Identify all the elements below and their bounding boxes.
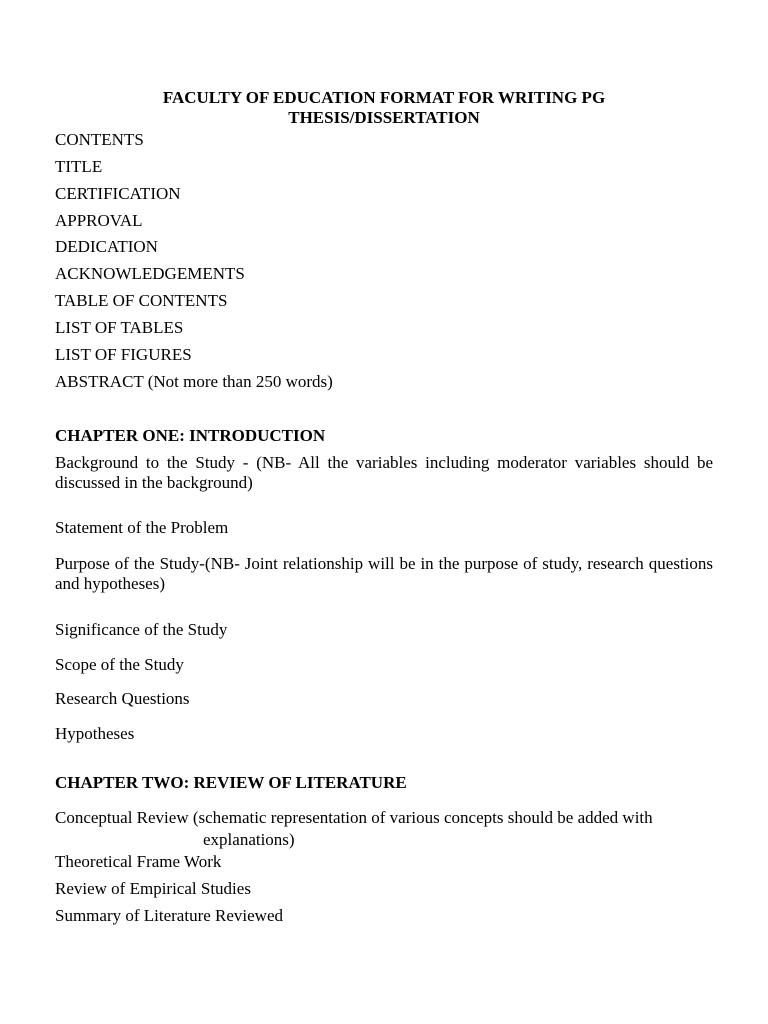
- chapter-one-scope: Scope of the Study: [55, 655, 184, 674]
- front-matter-table-of-contents: TABLE OF CONTENTS: [55, 291, 228, 310]
- chapter-one-research-questions: Research Questions: [55, 689, 190, 708]
- chapter-two-theoretical-framework: Theoretical Frame Work: [55, 852, 222, 871]
- chapter-one-significance: Significance of the Study: [55, 620, 228, 639]
- document-title-line-2: THESIS/DISSERTATION: [288, 108, 480, 127]
- front-matter-dedication: DEDICATION: [55, 237, 158, 256]
- chapter-one-background: Background to the Study - (NB- All the variables including moderator variables should be discussed in the background): [55, 453, 713, 492]
- front-matter-acknowledgements: ACKNOWLEDGEMENTS: [55, 264, 245, 283]
- chapter-two-conceptual-review-continued: explanations): [203, 830, 295, 849]
- front-matter-contents: CONTENTS: [55, 130, 144, 149]
- chapter-one-heading: CHAPTER ONE: INTRODUCTION: [55, 426, 326, 445]
- chapter-two-heading: CHAPTER TWO: REVIEW OF LITERATURE: [55, 773, 407, 792]
- chapter-one-purpose: Purpose of the Study-(NB- Joint relationship will be in the purpose of study, research questions and hypotheses): [55, 554, 713, 593]
- chapter-one-statement: Statement of the Problem: [55, 518, 229, 537]
- document-title-line-1: FACULTY OF EDUCATION FORMAT FOR WRITING PG: [162, 88, 606, 107]
- chapter-two-empirical-studies: Review of Empirical Studies: [55, 879, 251, 898]
- chapter-one-hypotheses: Hypotheses: [55, 724, 135, 743]
- front-matter-list-of-figures: LIST OF FIGURES: [55, 345, 192, 364]
- front-matter-abstract: ABSTRACT (Not more than 250 words): [55, 372, 333, 391]
- front-matter-approval: APPROVAL: [55, 211, 143, 230]
- chapter-two-summary: Summary of Literature Reviewed: [55, 906, 284, 925]
- front-matter-title: TITLE: [55, 157, 103, 176]
- front-matter-list-of-tables: LIST OF TABLES: [55, 318, 184, 337]
- front-matter-certification: CERTIFICATION: [55, 184, 181, 203]
- chapter-two-conceptual-review: Conceptual Review (schematic representation of various concepts should be added with: [55, 808, 653, 827]
